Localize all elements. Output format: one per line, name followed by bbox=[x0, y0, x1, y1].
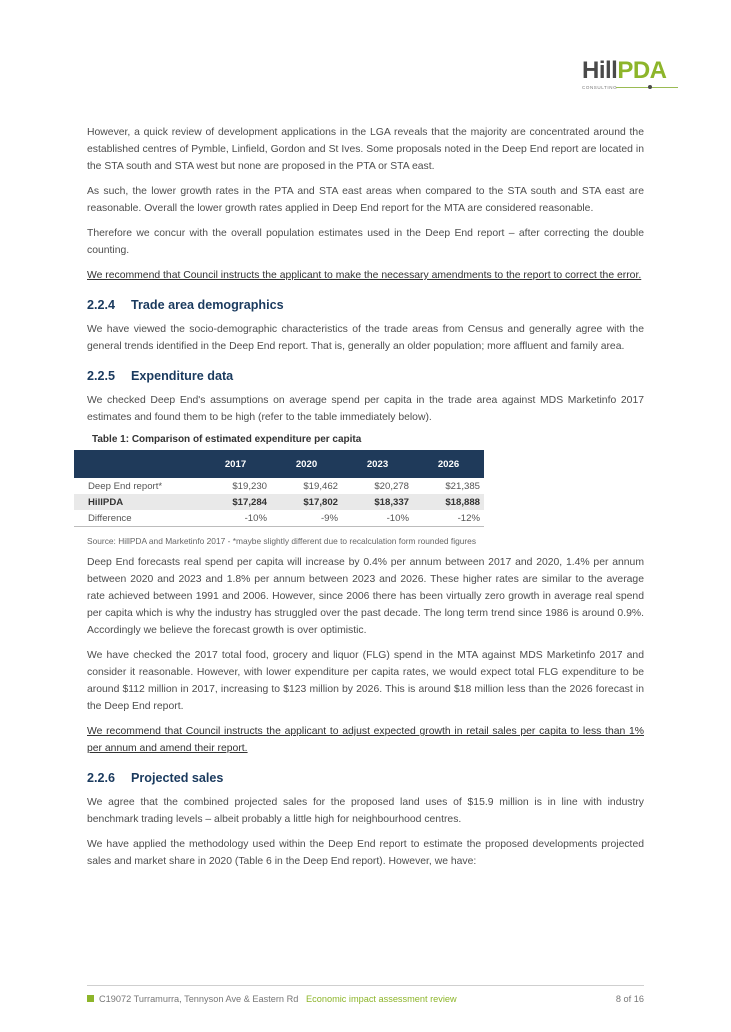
table-cell: $19,462 bbox=[303, 480, 338, 492]
paragraph: However, a quick review of development applications in the LGA reveals that the majority are concentrated around the established centres of Pymble, Linfield, Gordon and St Ives. Some proposals noted in the Deep End report are located in the STA south and STA west but none are proposed in the PTA or STA east. bbox=[87, 127, 644, 172]
paragraph: We agree that the combined projected sales for the proposed land uses of $15.9 million is in line with industry benchmark trading levels – albeit probably a little high for neighbourhood centres. bbox=[87, 797, 644, 825]
table-source-note: Source: HillPDA and Marketinfo 2017 - *maybe slightly different due to recalculation form rounded figures bbox=[87, 536, 477, 546]
table-cell: HillPDA bbox=[74, 494, 200, 510]
logo-rule bbox=[616, 87, 678, 88]
recommendation-paragraph: We recommend that Council instructs the applicant to make the necessary amendments to the report to correct the error. bbox=[87, 270, 642, 281]
table-header-cell: 2020 bbox=[271, 450, 342, 478]
table-cell: -12% bbox=[413, 510, 484, 527]
table-header-cell bbox=[74, 450, 200, 478]
logo-subtitle: CONSULTING bbox=[582, 85, 682, 90]
table-cell: -10% bbox=[342, 510, 413, 527]
document-body bbox=[87, 124, 644, 878]
logo-dot bbox=[648, 85, 652, 89]
paragraph: We checked Deep End's assumptions on average spend per capita in the trade area against MDS Marketinfo 2017 estimates and found them to be high (refer to the table immediately below). bbox=[87, 395, 644, 423]
table-row bbox=[74, 494, 484, 510]
section-heading-2-2-5: 2.2.5 Expenditure data bbox=[87, 369, 234, 383]
table-row bbox=[74, 510, 484, 527]
paragraph: We have viewed the socio-demographic characteristics of the trade areas from Census and generally agree with the general trends identified in the Deep End report. That is, generally an older population; more affluent and family area. bbox=[87, 324, 644, 352]
recommendation-paragraph: We recommend that Council instructs the applicant to adjust expected growth in retail sales per capita to less than 1% per annum and amend their report. bbox=[87, 726, 644, 754]
table-cell: $17,802 bbox=[271, 494, 342, 510]
table-cell: Deep End report* bbox=[88, 480, 163, 492]
paragraph: Therefore we concur with the overall population estimates used in the Deep End report – after correcting the double counting. bbox=[87, 228, 644, 256]
paragraph: As such, the lower growth rates in the PTA and STA east areas when compared to the STA south and STA east are reasonable. Overall the lower growth rates applied in Deep End report for the MTA are considered reasonable. bbox=[87, 186, 644, 214]
table-row bbox=[74, 478, 484, 494]
paragraph: We have applied the methodology used within the Deep End report to estimate the proposed developments projected sales and market share in 2020 (Table 6 in the Deep End report). However, we have: bbox=[87, 839, 644, 867]
footer-project-ref: C19072 Turramurra, Tennyson Ave & Eastern Rd bbox=[99, 994, 299, 1004]
table-header-row bbox=[74, 450, 484, 478]
page-number: 8 of 16 bbox=[615, 994, 644, 1004]
table-cell: $18,888 bbox=[413, 494, 484, 510]
table-cell: -10% bbox=[200, 510, 271, 527]
section-heading-2-2-6: 2.2.6 Projected sales bbox=[87, 771, 224, 785]
paragraph: We have checked the 2017 total food, grocery and liquor (FLG) spend in the MTA against MDS Marketinfo 2017 and consider it reasonable. However, with lower expenditure per capita rates, we would expect total FLG expenditure to be around $112 million in 2017, increasing to $123 million by 2026. This is around $18 million less than the 2026 forecast in the Deep End report. bbox=[87, 650, 644, 712]
footer-divider bbox=[87, 985, 644, 986]
expenditure-table bbox=[74, 450, 484, 527]
hillpda-logo bbox=[582, 58, 682, 94]
section-heading-2-2-4: 2.2.4 Trade area demographics bbox=[87, 298, 284, 312]
table-cell: -9% bbox=[271, 510, 342, 527]
table-header-cell: 2023 bbox=[342, 450, 413, 478]
table-cell: $17,284 bbox=[200, 494, 271, 510]
logo-wordmark: HillPDA bbox=[582, 57, 667, 84]
table-header-cell: 2026 bbox=[413, 450, 484, 478]
table-caption: Table 1: Comparison of estimated expenditure per capita bbox=[92, 434, 362, 445]
paragraph: Deep End forecasts real spend per capita will increase by 0.4% per annum between 2017 and 2020, 1.4% per annum between 2020 and 2023 and 1.8% per annum between 2023 and 2026. These higher rates are similar to the average rate achieved between 1991 and 2006. However, since 2006 there has been virtually zero growth in average real spend per capita which is why the industry has struggled over the past decade. The long term trend since 1986 is around 0.9%. Accordingly we believe the forecast growth is over optimistic. bbox=[87, 557, 644, 636]
table-header-cell: 2017 bbox=[200, 450, 271, 478]
table-cell: $21,385 bbox=[445, 480, 480, 492]
table-cell: $19,230 bbox=[232, 480, 267, 492]
table-cell: Difference bbox=[74, 510, 200, 527]
table-cell: $20,278 bbox=[374, 480, 409, 492]
footer-square-icon bbox=[87, 995, 94, 1002]
page-footer bbox=[87, 994, 644, 1004]
table-cell: $18,337 bbox=[342, 494, 413, 510]
footer-document-title: Economic impact assessment review bbox=[306, 994, 457, 1004]
